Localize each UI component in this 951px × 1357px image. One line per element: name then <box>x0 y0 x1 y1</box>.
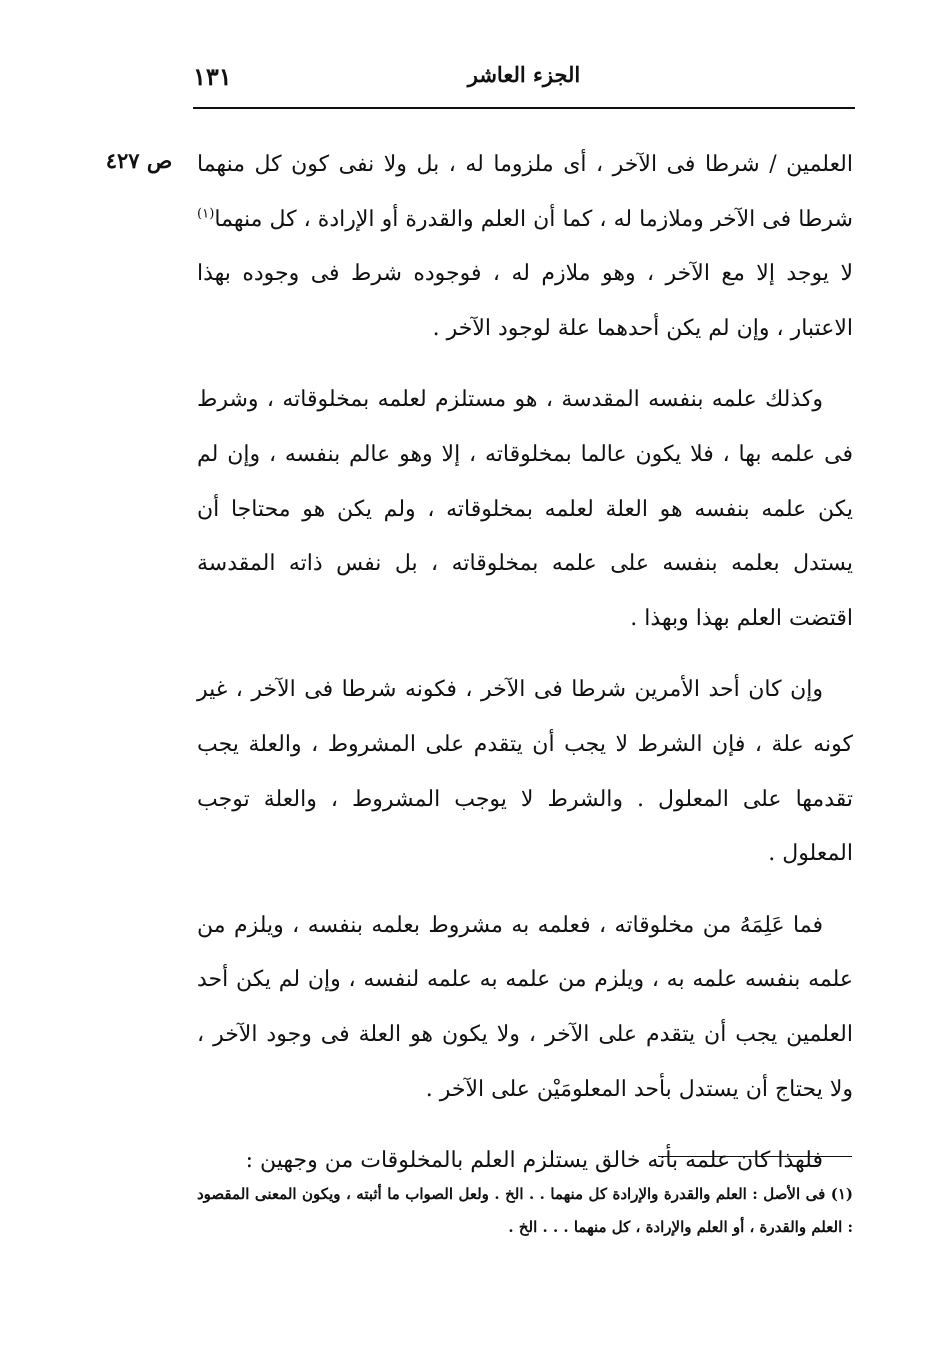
paragraph: فما عَلِمَهُ من مخلوقاته ، فعلمه به مشروط بعلمه بنفسه ، ويلزم من علمه بنفسه علمه به ، ويلزم من علمه به علمه لنفسه ، وإن لم يكن أحد العلمين يجب أن يتقدم على الآخر ، ولا يكون هو العلة فى وجود الآخر ، ولا يحتاج أن يستدل بأحد المعلومَيْن على الآخر . <box>197 912 853 1102</box>
footnote-marker: (١) <box>197 206 215 222</box>
running-title: الجزء العاشر <box>467 62 581 87</box>
page-header <box>193 58 855 98</box>
paragraph: وكذلك علمه بنفسه المقدسة ، هو مستلزم لعلمه بمخلوقاته ، وشرط فى علمه بها ، فلا يكون عالما بمخلوقاته ، إلا وهو عالم بنفسه ، وإن لم يكن علمه بنفسه هو العلة لعلمه بمخلوقاته ، ولم يكن هو محتاجا أن يستدل بعلمه بنفسه على علمه بمخلوقاته ، بل نفس ذاته المقدسة اقتضت العلم بهذا وبهذا . <box>197 387 853 631</box>
header-rule <box>193 107 855 109</box>
footnotes <box>197 1178 853 1244</box>
paragraph: فلهذا كان علمه بأنه خالق يستلزم العلم بالمخلوقات من وجهين : <box>245 1148 823 1174</box>
margin-page-reference: ص ٤٢٧ <box>105 148 173 173</box>
paragraph-text: لا يوجد إلا مع الآخر ، وهو ملازم له ، فوجوده شرط فى وجوده بهذا الاعتبار ، وإن لم يكن أحدهما علة لوجود الآخر . <box>197 261 853 341</box>
main-text <box>197 138 853 1206</box>
footnote-separator <box>658 1156 852 1157</box>
footnote: (١) فى الأصل : العلم والقدرة والإرادة كل منهما . . الخ . ولعل الصواب ما أثبته ، ويكون المعنى المقصود : العلم والقدرة ، أو العلم والإرادة ، كل منهما . . . الخ . <box>197 1185 853 1236</box>
paragraph: وإن كان أحد الأمرين شرطا فى الآخر ، فكونه شرطا فى الآخر ، غير كونه علة ، فإن الشرط لا يجب أن يتقدم على المشروط ، والعلة يجب تقدمها على المعلول . والشرط لا يوجب المشروط ، والعلة توجب المعلول . <box>197 677 853 867</box>
paragraph <box>197 138 853 356</box>
page-number: ١٣١ <box>193 62 232 91</box>
paragraph-text: العلمين / شرطا فى الآخر ، أى ملزوما له ، بل ولا نفى كون كل منهما شرطا فى الآخر وملازما له ، كما أن العلم والقدرة أو الإرادة ، كل منهما <box>197 152 853 232</box>
